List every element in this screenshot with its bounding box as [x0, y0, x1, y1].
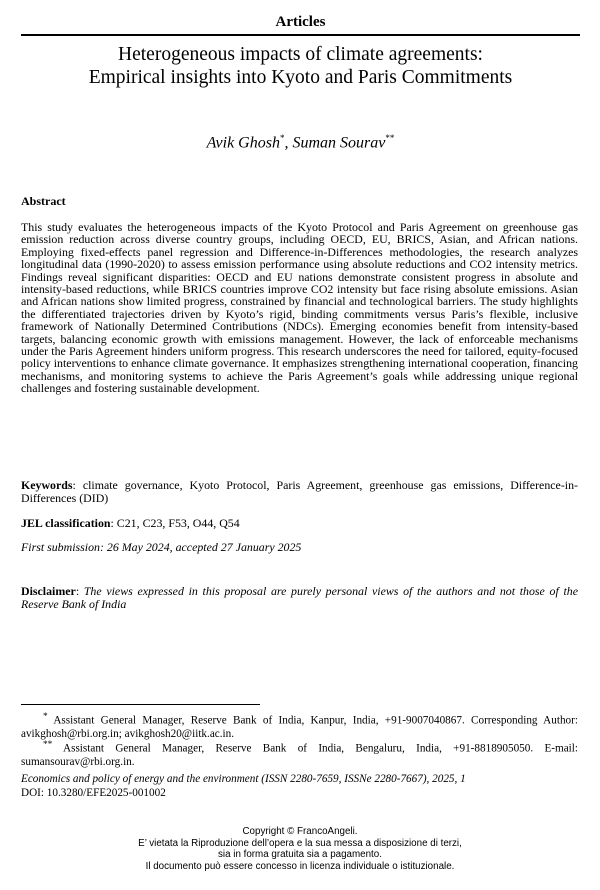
journal-info [21, 773, 578, 800]
abstract-text: This study evaluates the heterogeneous impacts of the Kyoto Protocol and Paris Agreement on greenhouse gas emission reduction across diverse country groups, including OECD, EU, BRICS, Asian, and African nations. Employing fixed-effects panel regression and Difference-in-Differences methodologies, the research analyzes longitudinal data (1990-2020) to assess emission performance using absolute reductions and CO2 intensity metrics. Findings reveal significant disparities: OECD and EU nations demonstrate consistent progress in absolute and intensity-based reductions, while BRICS countries improve CO2 intensity but face rising absolute emissions. Asian and African nations show limited progress, constrained by financial and technological barriers. The study highlights the differentiated trajectories driven by Kyoto’s rigid, binding commitments versus Paris’s flexible, inclusive framework of Nationally Determined Contributions (NDCs). Emerging economies benefit from intensity-based targets, balancing economic growth with emissions management. However, the lack of enforceable mechanisms under the Paris Agreement hinders uniform progress. This research underscores the need for tailored, equity-focused policy interventions to enhance climate governance. It emphasizes strengthening international cooperation, financing mechanisms, and monitoring systems to achieve the Paris Agreement’s goals while addressing unique regional challenges and fostering sustainable development. [21, 220, 578, 396]
article-title [21, 43, 580, 89]
footnote-1-mark: * [43, 712, 48, 722]
header-rule [21, 34, 580, 36]
keywords [21, 479, 578, 505]
footnote-2-mark: ** [43, 740, 53, 750]
author-separator: , [284, 134, 293, 152]
author-1-footnote-mark[interactable]: * [279, 133, 285, 143]
author-2: Suman Sourav [292, 134, 386, 152]
journal-reference: Economics and policy of energy and the environment (ISSN 2280-7659, ISSNe 2280-7667), 2025, 1 [21, 773, 466, 785]
footnote-2-text: Assistant General Manager, Reserve Bank of India, Bengaluru, India, +91-8818905050. E-mail: sumansourav@rbi.org.in. [21, 742, 578, 768]
jel-codes: : C21, C23, F53, O44, Q54 [110, 516, 240, 530]
author-2-footnote-mark[interactable]: ** [385, 133, 395, 143]
disclaimer-label: Disclaimer [21, 584, 76, 598]
footnote-1 [21, 711, 578, 741]
author-1: Avik Ghosh [206, 134, 280, 152]
doi[interactable]: DOI: 10.3280/EFE2025-001002 [21, 786, 166, 799]
disclaimer-colon: : [75, 584, 84, 598]
jel-classification [21, 516, 240, 531]
copyright-line-4: Il documento può essere concesso in licenza individuale o istituzionale. [145, 860, 455, 872]
abstract-heading: Abstract [21, 194, 66, 208]
keywords-text: : climate governance, Kyoto Protocol, Paris Agreement, greenhouse gas emissions, Difference-in-Differences (DID) [21, 478, 578, 505]
disclaimer-text: The views expressed in this proposal are purely personal views of the authors and not those of the Reserve Bank of India [21, 584, 578, 611]
author-list [21, 133, 580, 152]
disclaimer [21, 585, 578, 611]
keywords-label: Keywords [21, 478, 73, 492]
jel-label: JEL classification [21, 516, 111, 530]
submission-dates: First submission: 26 May 2024, accepted 27 January 2025 [21, 540, 302, 554]
title-line-2: Empirical insights into Kyoto and Paris Commitments [88, 67, 513, 88]
footnote-1-text: Assistant General Manager, Reserve Bank of India, Kanpur, India, +91-9007040867. Corresponding Author: avikghosh@rbi.org.in; avikghosh20@iitk.ac.in. [21, 714, 578, 740]
footnote-2 [21, 739, 578, 769]
title-line-1: Heterogeneous impacts of climate agreements: [118, 44, 483, 65]
footnote-rule [21, 704, 260, 705]
copyright-line-3: sia in forma gratuita sia a pagamento. [218, 849, 382, 860]
copyright-notice [0, 826, 600, 872]
copyright-line-2: E’ vietata la Riproduzione dell’opera e la sua messa a disposizione di terzi, [138, 837, 462, 849]
copyright-line-1: Copyright © FrancoAngeli. [242, 826, 358, 837]
section-label: Articles [275, 14, 326, 30]
